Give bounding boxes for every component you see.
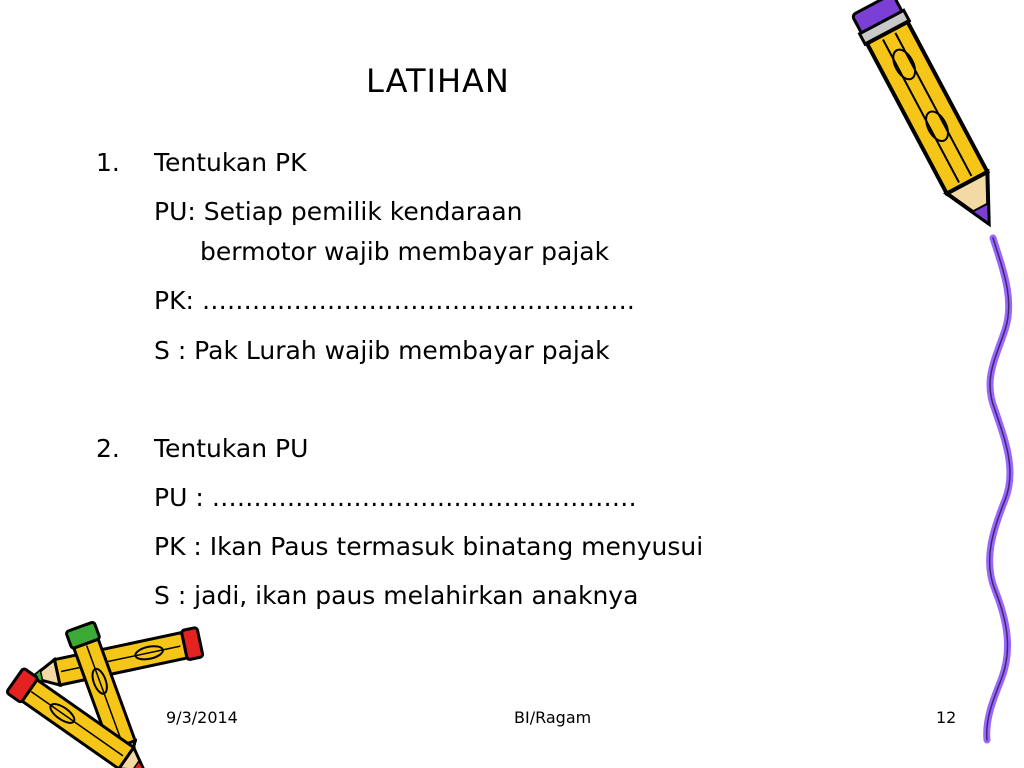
item-1-pu-line1: PU: Setiap pemilik kendaraan <box>154 197 523 226</box>
item-1-pk: PK: ……………………………………………. <box>154 286 635 315</box>
item-2-pk: PK : Ikan Paus termasuk binatang menyusui <box>154 532 704 561</box>
item-2-number: 2. <box>96 434 120 463</box>
pencil-icon <box>855 0 1024 768</box>
crayons-icon <box>0 620 210 768</box>
item-2-pu: PU : …………………………………………… <box>154 483 637 512</box>
slide-title: LATIHAN <box>366 62 510 100</box>
item-2-s: S : jadi, ikan paus melahirkan anaknya <box>154 581 639 610</box>
footer-center: BI/Ragam <box>514 708 592 727</box>
item-1-heading: Tentukan PK <box>154 148 307 177</box>
footer-page-number: 12 <box>936 708 957 727</box>
item-1-pu-line2: bermotor wajib membayar pajak <box>200 237 610 266</box>
purple-squiggle-line <box>987 238 1010 740</box>
item-1-number: 1. <box>96 148 120 177</box>
item-2-heading: Tentukan PU <box>154 434 309 463</box>
footer-date: 9/3/2014 <box>166 708 238 727</box>
item-1-s: S : Pak Lurah wajib membayar pajak <box>154 336 610 365</box>
